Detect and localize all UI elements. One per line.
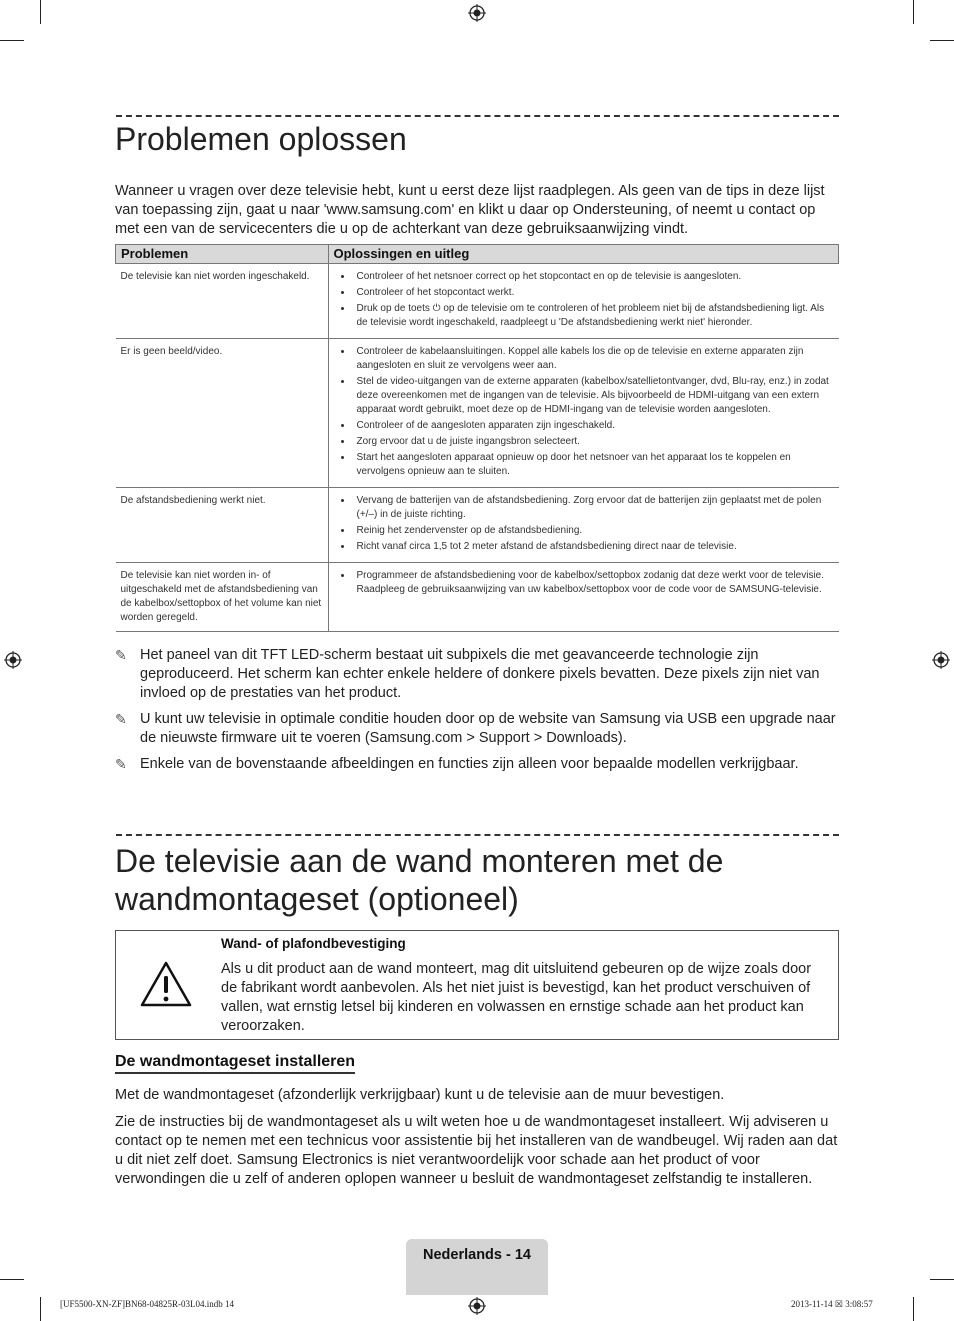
registration-mark-icon [4,651,22,669]
troubleshooting-table [115,244,839,632]
page-number: Nederlands - 14 [423,1247,531,1263]
table-row [116,563,839,632]
warning-title: Wand- of plafondbevestiging [221,936,406,951]
problem-cell: De televisie kan niet worden ingeschakeld. [116,264,329,339]
list-item: • Vervang de batterijen van de afstandsbediening. Zorg ervoor dat de batterijen zijn geplaatst met de polen (+/–) in de juiste richting. [353,494,834,522]
solution-list [334,345,834,479]
list-item: • Controleer de kabelaansluitingen. Koppel alle kabels los die op de televisie en externe apparaten zijn aangesloten en sluit ze vervolgens weer aan. [353,345,834,373]
crop-mark [0,1279,24,1280]
list-item: • Controleer of het netsnoer correct op het stopcontact en op de televisie is aangesloten. [353,270,834,284]
note-text: Het paneel van dit TFT LED-scherm bestaat uit subpixels die met geavanceerde technologie zijn geproduceerd. Het scherm kan echter enkele heldere of donkere pixels bevatten. Deze pixels zijn niet van invloed op de prestaties van het product. [140,647,820,701]
table-row [116,339,839,488]
problem-cell: De televisie kan niet worden in- of uitgeschakeld met de afstandsbediening van de kabelbox/settopbox of het volume kan niet worden geregeld. [116,563,329,632]
registration-mark-icon [468,4,486,22]
table-header: Problemen [116,245,329,264]
list-item: • Controleer of de aangesloten apparaten zijn ingeschakeld. [353,419,834,433]
problem-cell: Er is geen beeld/video. [116,339,329,488]
list-item: • Start het aangesloten apparaat opnieuw op door het netsnoer van het apparaat los te koppelen en vervolgens opnieuw aan te sluiten. [353,451,834,479]
registration-mark-icon [932,651,950,669]
section-title: De televisie aan de wand monteren met de wandmontageset (optioneel) [115,843,724,917]
list-item: • Richt vanaf circa 1,5 tot 2 meter afstand de afstandsbediening direct naar de televisie. [353,540,834,554]
pencil-icon: ✎ [115,647,127,663]
list-item: • Druk op de toets ⏻ op de televisie om te controleren of het probleem niet bij de afstandsbediening ligt. Als de televisie wordt ingeschakeld, raadpleegt u 'De afstandsbediening werkt niet' hieronder. [353,302,834,330]
print-slug-right: 2013-11-14 ☒ 3:08:57 [791,1299,873,1309]
pencil-icon: ✎ [115,711,127,727]
list-item: • Controleer of het stopcontact werkt. [353,286,834,300]
solution-list [334,270,834,330]
crop-mark [930,1279,954,1280]
table-header: Oplossingen en uitleg [328,245,839,264]
solution-list [334,569,834,597]
section-divider [116,834,839,836]
solution-cell [328,339,839,488]
crop-mark [40,0,41,24]
table-row [116,264,839,339]
solution-cell [328,264,839,339]
table-row [116,488,839,563]
warning-box [115,930,839,1040]
warning-text: Als u dit product aan de wand monteert, mag dit uitsluitend gebeuren op de wijze zoals door de fabrikant wordt aanbevolen. Als het niet juist is bevestigd, kan het product verschuiven of vallen, wat ernstig letsel bij kinderen en volwassen en ernstige schade aan het product kan veroorzaken. [221,961,812,1034]
list-item: • Reinig het zendervenster op de afstandsbediening. [353,524,834,538]
intro-paragraph: Wanneer u vragen over deze televisie hebt, kunt u eerst deze lijst raadplegen. Als geen van de tips in deze lijst van toepassing zijn, gaat u naar 'www.samsung.com' en klikt u daar op Ondersteuning, of neemt u contact op met een van de servicecenters die u op de achterkant van deze gebruiksaanwijzing vindt. [115,183,825,237]
pencil-icon: ✎ [115,756,127,772]
list-item: • Programmeer de afstandsbediening voor de kabelbox/settopbox zodanig dat deze werkt voor de televisie. Raadpleeg de gebruiksaanwijzing van uw kabelbox/settopbox voor de code voor de SAMSUNG-televisie. [353,569,834,597]
note [115,710,839,748]
note [115,755,839,774]
section-divider [116,115,839,117]
paragraph: Zie de instructies bij de wandmontageset als u wilt weten hoe u de wandmontageset installeert. Wij adviseren u contact op te nemen met een technicus voor assistentie bij het installeren van de wandbeugel. Wij raden aan dat u dit niet zelf doet. Samsung Electronics is niet verantwoordelijk voor schade aan het product of voor verwondingen die u zelf of anderen oplopen wanneer u besluit de wandmontageset zelfstandig te installeren. [115,1114,838,1187]
warning-triangle-icon [140,961,192,1007]
subheading: De wandmontageset installeren [115,1053,355,1074]
print-slug-left: [UF5500-XN-ZF]BN68-04825R-03L04.indb 14 [60,1299,234,1309]
note-text: U kunt uw televisie in optimale conditie houden door op de website van Samsung via USB een upgrade naar de nieuwste firmware uit te voeren (Samsung.com > Support > Downloads). [140,711,836,746]
solution-cell [328,563,839,632]
crop-mark [40,1297,41,1321]
list-item: • Stel de video-uitgangen van de externe apparaten (kabelbox/satellietontvanger, dvd, Blu-ray, enz.) in zodat deze overeenkomen met de ingangen van de televisie. Als bijvoorbeeld de HDMI-uitgang van een extern apparaat wordt gebruikt, moet deze op de HDMI-ingang van de televisie worden aangesloten. [353,375,834,417]
crop-mark [913,0,914,24]
crop-mark [0,40,24,41]
crop-mark [913,1297,914,1321]
registration-mark-icon [468,1297,486,1315]
solution-cell [328,488,839,563]
note [115,646,839,703]
problem-cell: De afstandsbediening werkt niet. [116,488,329,563]
page-number-tab [406,1239,548,1295]
list-item: • Zorg ervoor dat u de juiste ingangsbron selecteert. [353,435,834,449]
solution-list [334,494,834,554]
page-title: Problemen oplossen [115,121,407,157]
note-text: Enkele van de bovenstaande afbeeldingen en functies zijn alleen voor bepaalde modellen verkrijgbaar. [140,756,799,772]
crop-mark [930,40,954,41]
table-header-row [116,245,839,264]
paragraph: Met de wandmontageset (afzonderlijk verkrijgbaar) kunt u de televisie aan de muur bevestigen. [115,1087,725,1103]
